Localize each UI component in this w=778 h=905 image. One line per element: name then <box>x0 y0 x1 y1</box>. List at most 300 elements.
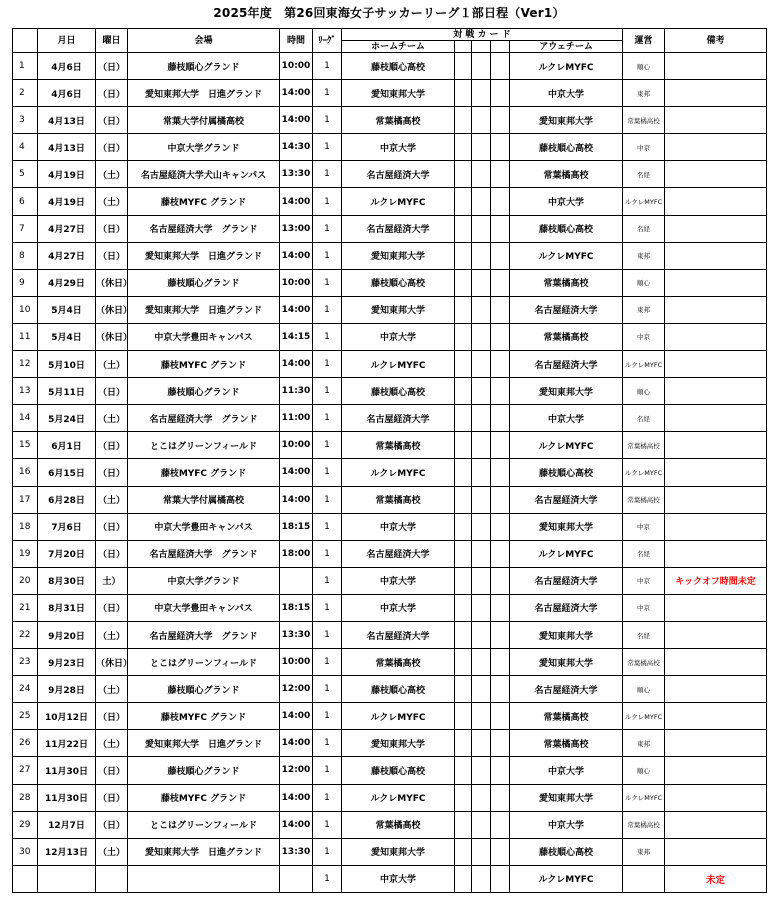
cell-league: 1 <box>313 161 342 188</box>
cell-score-home <box>455 621 472 648</box>
cell-score-home <box>455 269 472 296</box>
cell-score-away <box>491 703 510 730</box>
cell-no: 17 <box>13 486 38 513</box>
cell-time: 14:00 <box>280 296 313 323</box>
cell-away-team: 名古屋経済大学 <box>510 676 623 703</box>
cell-away-team: 中京大学 <box>510 188 623 215</box>
cell-home-team: 愛知東邦大学 <box>342 80 455 107</box>
cell-score-away <box>491 621 510 648</box>
cell-home-team: 名古屋経済大学 <box>342 621 455 648</box>
cell-manager: 東邦 <box>623 730 665 757</box>
cell-remarks <box>665 703 767 730</box>
cell-weekday: （日） <box>96 134 128 161</box>
cell-remarks <box>665 811 767 838</box>
cell-league: 1 <box>313 649 342 676</box>
cell-score-mid <box>472 134 491 161</box>
cell-weekday: （日） <box>96 784 128 811</box>
cell-manager: 中京 <box>623 594 665 621</box>
cell-score-away <box>491 188 510 215</box>
header-score-mid <box>472 41 491 53</box>
cell-score-away <box>491 757 510 784</box>
header-weekday: 曜日 <box>96 29 128 53</box>
cell-no: 8 <box>13 242 38 269</box>
cell-score-home <box>455 242 472 269</box>
cell-score-mid <box>472 459 491 486</box>
cell-league: 1 <box>313 730 342 757</box>
cell-home-team: 中京大学 <box>342 567 455 594</box>
cell-score-away <box>491 540 510 567</box>
cell-manager: 中京 <box>623 134 665 161</box>
cell-no: 13 <box>13 378 38 405</box>
cell-score-away <box>491 161 510 188</box>
schedule-table <box>12 28 767 893</box>
cell-score-home <box>455 486 472 513</box>
cell-score-home <box>455 351 472 378</box>
cell-date: 4月13日 <box>38 107 96 134</box>
cell-weekday: （日） <box>96 811 128 838</box>
cell-time: 18:00 <box>280 540 313 567</box>
cell-manager: ルクレMYFC <box>623 188 665 215</box>
cell-weekday: （土） <box>96 351 128 378</box>
cell-home-team: 藤枝順心高校 <box>342 757 455 784</box>
cell-no: 4 <box>13 134 38 161</box>
cell-date: 4月27日 <box>38 242 96 269</box>
cell-no: 5 <box>13 161 38 188</box>
table-row <box>13 730 767 757</box>
table-row <box>13 865 767 892</box>
cell-remarks <box>665 540 767 567</box>
cell-weekday: （日） <box>96 378 128 405</box>
cell-date: 8月30日 <box>38 567 96 594</box>
cell-score-mid <box>472 107 491 134</box>
cell-no: 14 <box>13 405 38 432</box>
cell-home-team: 中京大学 <box>342 865 455 892</box>
cell-time: 18:15 <box>280 513 313 540</box>
cell-home-team: 愛知東邦大学 <box>342 730 455 757</box>
cell-league: 1 <box>313 296 342 323</box>
cell-remarks <box>665 594 767 621</box>
cell-no: 2 <box>13 80 38 107</box>
cell-league: 1 <box>313 757 342 784</box>
cell-score-home <box>455 134 472 161</box>
cell-score-mid <box>472 621 491 648</box>
cell-time: 14:00 <box>280 811 313 838</box>
cell-weekday: （日） <box>96 459 128 486</box>
cell-time: 18:15 <box>280 594 313 621</box>
cell-no: 21 <box>13 594 38 621</box>
cell-time: 13:30 <box>280 838 313 865</box>
cell-away-team: 愛知東邦大学 <box>510 621 623 648</box>
cell-manager: 常葉橘高校 <box>623 432 665 459</box>
table-row <box>13 323 767 350</box>
cell-score-mid <box>472 703 491 730</box>
cell-score-mid <box>472 405 491 432</box>
cell-weekday: （休日） <box>96 649 128 676</box>
header-match-card: 対 戦 カ ー ド <box>342 29 623 41</box>
cell-date: 9月20日 <box>38 621 96 648</box>
cell-venue: 愛知東邦大学 日進グランド <box>128 296 280 323</box>
cell-remarks <box>665 188 767 215</box>
cell-home-team: 愛知東邦大学 <box>342 296 455 323</box>
cell-time: 12:00 <box>280 676 313 703</box>
cell-venue: 中京大学グランド <box>128 567 280 594</box>
cell-away-team: 愛知東邦大学 <box>510 513 623 540</box>
cell-no: 19 <box>13 540 38 567</box>
cell-remarks <box>665 784 767 811</box>
cell-venue: 愛知東邦大学 日進グランド <box>128 730 280 757</box>
cell-venue: 常葉大学付属橘高校 <box>128 486 280 513</box>
cell-date: 4月13日 <box>38 134 96 161</box>
cell-remarks <box>665 242 767 269</box>
cell-time <box>280 567 313 594</box>
cell-remarks <box>665 405 767 432</box>
cell-no: 29 <box>13 811 38 838</box>
cell-weekday: （日） <box>96 107 128 134</box>
cell-time: 14:00 <box>280 351 313 378</box>
cell-time: 14:15 <box>280 323 313 350</box>
cell-away-team: 愛知東邦大学 <box>510 378 623 405</box>
cell-score-mid <box>472 161 491 188</box>
cell-no: 16 <box>13 459 38 486</box>
cell-remarks <box>665 269 767 296</box>
cell-no: 22 <box>13 621 38 648</box>
cell-time: 14:00 <box>280 703 313 730</box>
cell-league: 1 <box>313 594 342 621</box>
cell-time: 14:00 <box>280 80 313 107</box>
cell-venue: 藤枝MYFC グランド <box>128 351 280 378</box>
cell-manager: ルクレMYFC <box>623 784 665 811</box>
cell-score-mid <box>472 784 491 811</box>
cell-no: 23 <box>13 649 38 676</box>
cell-away-team: 名古屋経済大学 <box>510 486 623 513</box>
cell-away-team: 名古屋経済大学 <box>510 351 623 378</box>
cell-no: 6 <box>13 188 38 215</box>
cell-score-mid <box>472 838 491 865</box>
cell-manager: 常葉橘高校 <box>623 107 665 134</box>
cell-away-team: 藤枝順心高校 <box>510 459 623 486</box>
cell-venue: 常葉大学付属橘高校 <box>128 107 280 134</box>
cell-home-team: 名古屋経済大学 <box>342 215 455 242</box>
cell-remarks <box>665 351 767 378</box>
cell-time: 14:00 <box>280 486 313 513</box>
cell-manager: 常葉橘高校 <box>623 811 665 838</box>
cell-remarks <box>665 296 767 323</box>
cell-score-home <box>455 107 472 134</box>
cell-league: 1 <box>313 459 342 486</box>
cell-date: 5月4日 <box>38 323 96 350</box>
cell-score-mid <box>472 378 491 405</box>
cell-home-team: 常葉橘高校 <box>342 811 455 838</box>
cell-away-team: ルクレMYFC <box>510 242 623 269</box>
cell-away-team: 常葉橘高校 <box>510 323 623 350</box>
cell-weekday: （土） <box>96 676 128 703</box>
cell-weekday: （日） <box>96 594 128 621</box>
cell-venue: 中京大学豊田キャンパス <box>128 513 280 540</box>
cell-venue: 名古屋経済大学 グランド <box>128 405 280 432</box>
cell-venue: 名古屋経済大学 グランド <box>128 540 280 567</box>
cell-manager: 常葉橘高校 <box>623 649 665 676</box>
cell-remarks <box>665 80 767 107</box>
cell-venue: 藤枝順心グランド <box>128 378 280 405</box>
cell-league: 1 <box>313 676 342 703</box>
cell-score-home <box>455 459 472 486</box>
cell-manager: 名経 <box>623 161 665 188</box>
cell-score-home <box>455 378 472 405</box>
cell-date: 5月24日 <box>38 405 96 432</box>
cell-score-mid <box>472 757 491 784</box>
cell-weekday: （日） <box>96 53 128 80</box>
cell-league: 1 <box>313 703 342 730</box>
cell-remarks <box>665 649 767 676</box>
cell-score-home <box>455 649 472 676</box>
cell-manager: 順心 <box>623 269 665 296</box>
cell-league: 1 <box>313 242 342 269</box>
table-row <box>13 215 767 242</box>
cell-away-team: 常葉橘高校 <box>510 730 623 757</box>
cell-league: 1 <box>313 323 342 350</box>
cell-date: 4月19日 <box>38 161 96 188</box>
cell-date: 6月1日 <box>38 432 96 459</box>
cell-no: 12 <box>13 351 38 378</box>
cell-weekday: （休日） <box>96 296 128 323</box>
cell-time: 13:30 <box>280 161 313 188</box>
table-row <box>13 486 767 513</box>
cell-date: 6月28日 <box>38 486 96 513</box>
cell-manager: 順心 <box>623 378 665 405</box>
cell-venue: とこはグリーンフィールド <box>128 432 280 459</box>
cell-league: 1 <box>313 188 342 215</box>
cell-away-team: ルクレMYFC <box>510 540 623 567</box>
cell-date: 9月23日 <box>38 649 96 676</box>
cell-date: 10月12日 <box>38 703 96 730</box>
cell-score-mid <box>472 567 491 594</box>
cell-score-away <box>491 53 510 80</box>
cell-time: 14:00 <box>280 730 313 757</box>
header-venue: 会場 <box>128 29 280 53</box>
table-row <box>13 188 767 215</box>
cell-remarks <box>665 134 767 161</box>
table-row <box>13 80 767 107</box>
header-home-team: ホームチーム <box>342 41 455 53</box>
cell-score-home <box>455 540 472 567</box>
cell-time: 10:00 <box>280 432 313 459</box>
cell-weekday: （日） <box>96 80 128 107</box>
cell-score-home <box>455 784 472 811</box>
cell-time: 10:00 <box>280 269 313 296</box>
header-month-day: 月日 <box>38 29 96 53</box>
cell-score-home <box>455 703 472 730</box>
cell-time: 10:00 <box>280 649 313 676</box>
cell-remarks <box>665 486 767 513</box>
cell-league: 1 <box>313 865 342 892</box>
cell-home-team: 中京大学 <box>342 323 455 350</box>
cell-score-home <box>455 53 472 80</box>
cell-away-team: 常葉橘高校 <box>510 161 623 188</box>
cell-manager: 名経 <box>623 405 665 432</box>
table-row <box>13 161 767 188</box>
page-title: 2025年度 第26回東海女子サッカーリーグ１部日程（Ver1） <box>213 6 565 20</box>
cell-score-home <box>455 811 472 838</box>
cell-venue: とこはグリーンフィールド <box>128 811 280 838</box>
cell-score-away <box>491 134 510 161</box>
table-row <box>13 107 767 134</box>
cell-league: 1 <box>313 80 342 107</box>
cell-score-mid <box>472 513 491 540</box>
cell-no: 30 <box>13 838 38 865</box>
cell-score-away <box>491 432 510 459</box>
cell-no: 20 <box>13 567 38 594</box>
cell-date: 7月20日 <box>38 540 96 567</box>
cell-home-team: 中京大学 <box>342 594 455 621</box>
cell-away-team: 中京大学 <box>510 811 623 838</box>
cell-no: 25 <box>13 703 38 730</box>
cell-score-mid <box>472 188 491 215</box>
cell-no: 11 <box>13 323 38 350</box>
cell-score-away <box>491 865 510 892</box>
cell-venue: とこはグリーンフィールド <box>128 649 280 676</box>
table-row <box>13 53 767 80</box>
cell-away-team: 中京大学 <box>510 80 623 107</box>
cell-home-team: ルクレMYFC <box>342 188 455 215</box>
cell-home-team: ルクレMYFC <box>342 459 455 486</box>
cell-home-team: 名古屋経済大学 <box>342 405 455 432</box>
cell-league: 1 <box>313 621 342 648</box>
header-manager: 運営 <box>623 29 665 53</box>
cell-date: 5月4日 <box>38 296 96 323</box>
cell-away-team: 藤枝順心高校 <box>510 215 623 242</box>
cell-no <box>13 865 38 892</box>
cell-remarks <box>665 513 767 540</box>
cell-away-team: 藤枝順心高校 <box>510 838 623 865</box>
cell-away-team: 中京大学 <box>510 757 623 784</box>
cell-date: 6月15日 <box>38 459 96 486</box>
cell-score-away <box>491 242 510 269</box>
cell-remarks <box>665 459 767 486</box>
cell-weekday: （日） <box>96 757 128 784</box>
table-row <box>13 621 767 648</box>
cell-score-mid <box>472 323 491 350</box>
cell-no: 1 <box>13 53 38 80</box>
cell-score-away <box>491 730 510 757</box>
cell-weekday: （土） <box>96 838 128 865</box>
cell-league: 1 <box>313 486 342 513</box>
cell-score-away <box>491 784 510 811</box>
cell-home-team: 中京大学 <box>342 134 455 161</box>
cell-league: 1 <box>313 567 342 594</box>
cell-home-team: 中京大学 <box>342 513 455 540</box>
cell-score-home <box>455 594 472 621</box>
cell-weekday: （土） <box>96 405 128 432</box>
cell-away-team: 常葉橘高校 <box>510 269 623 296</box>
table-row <box>13 703 767 730</box>
cell-date: 8月31日 <box>38 594 96 621</box>
cell-venue: 名古屋経済大学犬山キャンパス <box>128 161 280 188</box>
cell-venue: 藤枝順心グランド <box>128 269 280 296</box>
cell-no: 26 <box>13 730 38 757</box>
table-row <box>13 432 767 459</box>
cell-score-home <box>455 432 472 459</box>
table-row <box>13 269 767 296</box>
cell-score-away <box>491 405 510 432</box>
cell-date: 9月28日 <box>38 676 96 703</box>
cell-away-team: ルクレMYFC <box>510 865 623 892</box>
cell-no: 9 <box>13 269 38 296</box>
cell-score-home <box>455 865 472 892</box>
cell-time: 12:00 <box>280 757 313 784</box>
cell-venue: 愛知東邦大学 日進グランド <box>128 80 280 107</box>
table-row <box>13 649 767 676</box>
cell-date: 11月30日 <box>38 757 96 784</box>
cell-date: 12月13日 <box>38 838 96 865</box>
cell-score-home <box>455 161 472 188</box>
cell-score-mid <box>472 432 491 459</box>
cell-league: 1 <box>313 784 342 811</box>
cell-time: 10:00 <box>280 53 313 80</box>
cell-score-mid <box>472 676 491 703</box>
cell-score-mid <box>472 215 491 242</box>
cell-league: 1 <box>313 269 342 296</box>
cell-manager: 中京 <box>623 513 665 540</box>
cell-home-team: 常葉橘高校 <box>342 649 455 676</box>
cell-time: 14:00 <box>280 459 313 486</box>
table-row <box>13 784 767 811</box>
cell-remarks <box>665 676 767 703</box>
cell-score-away <box>491 269 510 296</box>
cell-score-away <box>491 80 510 107</box>
cell-score-away <box>491 323 510 350</box>
cell-manager: 順心 <box>623 53 665 80</box>
cell-date: 5月10日 <box>38 351 96 378</box>
cell-venue: 藤枝順心グランド <box>128 676 280 703</box>
cell-home-team: ルクレMYFC <box>342 703 455 730</box>
table-row <box>13 513 767 540</box>
cell-weekday: （日） <box>96 513 128 540</box>
cell-time <box>280 865 313 892</box>
cell-score-away <box>491 459 510 486</box>
cell-time: 13:30 <box>280 621 313 648</box>
table-row <box>13 811 767 838</box>
cell-away-team: 名古屋経済大学 <box>510 594 623 621</box>
cell-manager: 東邦 <box>623 80 665 107</box>
table-row <box>13 378 767 405</box>
cell-home-team: 藤枝順心高校 <box>342 269 455 296</box>
table-row <box>13 296 767 323</box>
cell-score-mid <box>472 53 491 80</box>
cell-away-team: 藤枝順心高校 <box>510 134 623 161</box>
schedule-rows <box>13 53 767 893</box>
cell-manager: 東邦 <box>623 242 665 269</box>
cell-league: 1 <box>313 351 342 378</box>
cell-score-home <box>455 188 472 215</box>
cell-score-away <box>491 378 510 405</box>
cell-score-home <box>455 676 472 703</box>
cell-time: 14:00 <box>280 188 313 215</box>
cell-score-home <box>455 296 472 323</box>
cell-venue: 名古屋経済大学 グランド <box>128 215 280 242</box>
cell-remarks: キックオフ時間未定 <box>665 567 767 594</box>
cell-away-team: 中京大学 <box>510 405 623 432</box>
cell-score-away <box>491 215 510 242</box>
cell-date: 11月22日 <box>38 730 96 757</box>
table-row <box>13 405 767 432</box>
cell-score-home <box>455 405 472 432</box>
cell-weekday: （日） <box>96 540 128 567</box>
table-row <box>13 242 767 269</box>
cell-score-mid <box>472 730 491 757</box>
table-row <box>13 134 767 161</box>
cell-home-team: 藤枝順心高校 <box>342 53 455 80</box>
cell-time: 14:00 <box>280 107 313 134</box>
